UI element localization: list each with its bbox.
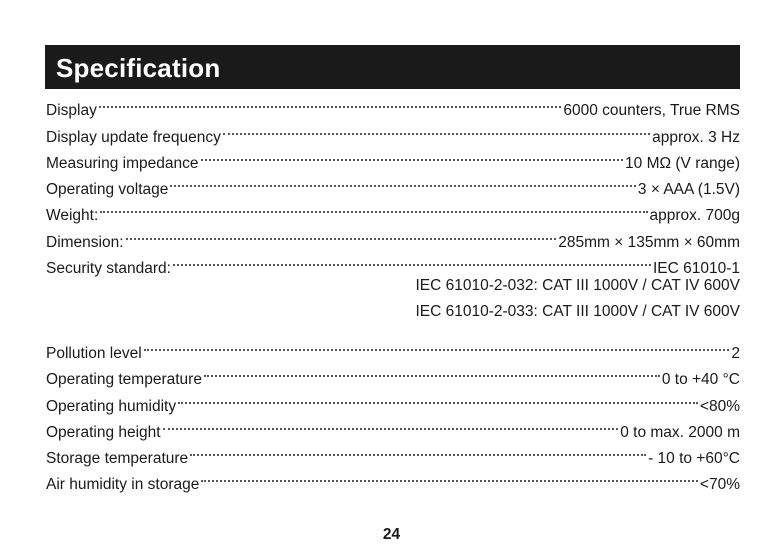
spec-label: Operating temperature xyxy=(46,371,202,389)
spec-label: Operating height xyxy=(46,423,161,441)
spec-value: 6000 counters, True RMS xyxy=(563,102,740,120)
page-number: 24 xyxy=(382,526,401,543)
spec-value: IEC 61010-2-033: CAT III 1000V / CAT IV 600V xyxy=(415,303,740,321)
spec-label: Operating humidity xyxy=(46,397,177,415)
spec-value: <70% xyxy=(699,476,740,494)
spec-value: approx. 700g xyxy=(649,207,740,225)
dot-leader xyxy=(142,332,732,358)
dot-leader xyxy=(176,384,700,410)
spec-label: Pollution level xyxy=(46,344,142,362)
spec-row-display-update-frequency xyxy=(46,115,740,146)
dot-leader xyxy=(199,463,700,489)
dot-leader xyxy=(168,168,638,194)
spec-value: 285mm × 135mm × 60mm xyxy=(558,233,740,251)
spec-label: Security standard: xyxy=(46,260,171,278)
dot-leader xyxy=(221,115,652,141)
dot-leader xyxy=(188,437,648,463)
spec-label: Weight: xyxy=(46,207,99,225)
spec-row-display xyxy=(46,89,740,120)
spec-value: - 10 to +60°C xyxy=(648,450,740,468)
spec-value: 0 to +40 °C xyxy=(661,371,740,389)
spec-value: 0 to max. 2000 m xyxy=(620,423,740,441)
spec-value: approx. 3 Hz xyxy=(652,128,740,146)
dot-leader xyxy=(199,142,626,168)
spec-label: Measuring impedance xyxy=(46,154,199,172)
dot-leader xyxy=(161,411,621,437)
section-title: Specification xyxy=(56,53,221,83)
spec-value: <80% xyxy=(699,397,740,415)
spec-value: IEC 61010-1 xyxy=(652,260,740,278)
spec-label: Storage temperature xyxy=(46,450,189,468)
dot-leader xyxy=(98,194,649,220)
spec-label: Operating voltage xyxy=(46,181,169,199)
spec-row-pollution-level xyxy=(46,332,740,362)
dot-leader xyxy=(202,358,662,384)
dot-leader xyxy=(124,220,559,246)
section-header xyxy=(45,45,740,89)
spec-value: 2 xyxy=(731,344,740,362)
spec-row-security-standard xyxy=(46,247,740,278)
dot-leader xyxy=(171,247,653,273)
spec-value: 3 × AAA (1.5V) xyxy=(637,181,740,199)
spec-label: Display update frequency xyxy=(46,128,221,146)
spec-row-security-standard-continued xyxy=(46,299,740,325)
spec-row-dimension xyxy=(46,220,740,251)
spec-label: Air humidity in storage xyxy=(46,476,200,494)
spec-value: IEC 61010-2-032: CAT III 1000V / CAT IV 600V xyxy=(415,277,740,295)
specification-list xyxy=(46,89,740,494)
spec-row-weight xyxy=(46,194,740,225)
dot-leader xyxy=(97,89,564,115)
spec-label: Dimension: xyxy=(46,233,124,251)
spec-row-operating-temperature xyxy=(46,358,740,389)
spec-label: Display xyxy=(46,102,97,120)
spec-value: 10 MΩ (V range) xyxy=(625,154,740,172)
